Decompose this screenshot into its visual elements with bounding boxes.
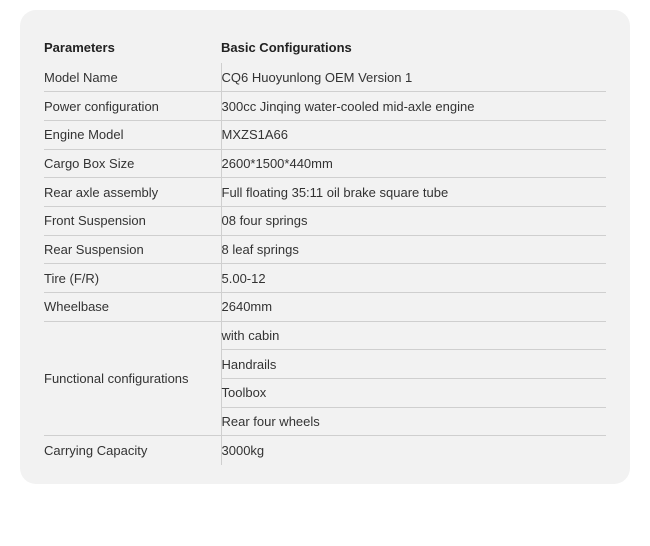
table-row: [44, 321, 606, 350]
row-value: 2600*1500*440mm: [221, 149, 606, 178]
table-row: [44, 206, 606, 235]
row-param: Rear Suspension: [44, 235, 221, 264]
header-basic-configurations: Basic Configurations: [221, 40, 352, 55]
row-value: Toolbox: [221, 379, 606, 408]
row-value: Handrails: [221, 350, 606, 379]
row-value: 300cc Jinqing water-cooled mid-axle engine: [221, 92, 606, 121]
row-param: Cargo Box Size: [44, 149, 221, 178]
row-value: Full floating 35:11 oil brake square tube: [221, 178, 606, 207]
row-param: Front Suspension: [44, 206, 221, 235]
row-value: CQ6 Huoyunlong OEM Version 1: [221, 63, 606, 92]
row-param: Wheelbase: [44, 293, 221, 322]
table-row: [44, 63, 606, 92]
row-param-functional: Functional configurations: [44, 321, 221, 436]
spec-table: [44, 32, 606, 465]
table-row: [44, 293, 606, 322]
table-row: [44, 92, 606, 121]
row-value: 3000kg: [221, 443, 265, 459]
row-value: 2640mm: [221, 293, 606, 322]
table-row: [44, 264, 606, 293]
table-row: [44, 235, 606, 264]
table-row: [44, 120, 606, 149]
row-param: Carrying Capacity: [44, 436, 221, 465]
row-value: MXZS1A66: [221, 120, 606, 149]
row-value: with cabin: [221, 321, 606, 350]
row-param: Engine Model: [44, 120, 221, 149]
row-param: Power configuration: [44, 92, 221, 121]
row-param: Rear axle assembly: [44, 178, 221, 207]
table-header-row: [44, 32, 606, 63]
row-param: Model Name: [44, 63, 221, 92]
row-value: 8 leaf springs: [221, 235, 606, 264]
table-row: [44, 178, 606, 207]
row-value: 5.00-12: [221, 264, 606, 293]
header-parameters: Parameters: [44, 40, 115, 55]
row-param: Tire (F/R): [44, 264, 221, 293]
spec-card: [20, 10, 630, 484]
row-value: Rear four wheels: [221, 407, 606, 436]
table-row: [44, 436, 606, 465]
table-row: [44, 149, 606, 178]
row-value: 08 four springs: [221, 206, 606, 235]
